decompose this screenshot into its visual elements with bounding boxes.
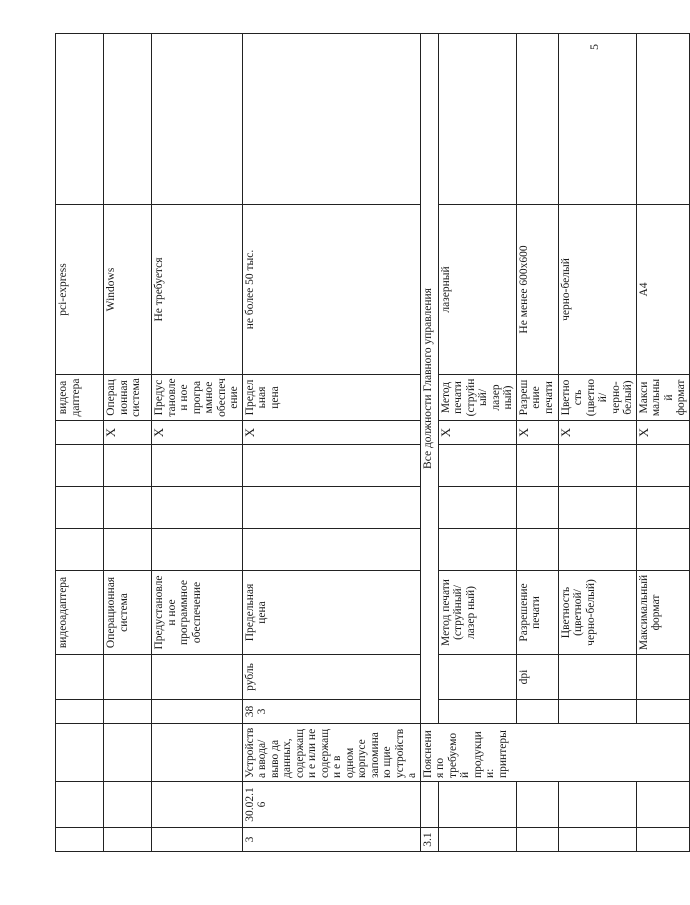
rotated-table-container: [55, 34, 687, 852]
cell-char-2: Метод печати (струйный/лазер ный): [438, 375, 516, 421]
cell-unit-code: 383: [242, 700, 420, 724]
cell-name: [56, 724, 104, 782]
cell-code: [56, 782, 104, 828]
cell-char-2: Операционная система: [104, 375, 152, 421]
cell-mark: X: [242, 421, 420, 445]
cell-char-2: Разрешение печати: [516, 375, 558, 421]
cell-name: Устройства ввода/выво да данных, содержащи е или не содержащи е в одном корпусе запоминаю щие устройства: [242, 724, 420, 782]
cell-empty: [56, 445, 104, 487]
cell-char: видеоадаптера: [56, 571, 104, 655]
table-row: [152, 34, 243, 852]
cell-value: Не требуется: [152, 205, 243, 375]
cell-num: 3.1: [420, 828, 438, 852]
cell-value: Windows: [104, 205, 152, 375]
cell-unit: dpi: [516, 655, 558, 700]
table-row: [420, 34, 438, 852]
table-row: [56, 34, 104, 852]
cell-name: Пояснения по требуемой продукции: принтеры: [420, 724, 689, 782]
cell-empty: [56, 487, 104, 529]
cell-char: Предустановлен ное программное обеспечение: [152, 571, 243, 655]
span-cell: Все должности Главного управления: [420, 34, 438, 724]
cell-mark: X: [558, 421, 636, 445]
cell-code: 30.02.16: [242, 782, 420, 828]
cell-empty: [56, 529, 104, 571]
cell-char-2: Максимальный формат: [636, 375, 689, 421]
cell-value: А4: [636, 205, 689, 375]
cell-value: pci-express: [56, 205, 104, 375]
cell-char: Цветность (цветной/черно-белый): [558, 571, 636, 655]
cell-value: не более 50 тыс.: [242, 205, 420, 375]
cell-char-2: Предельная цена: [242, 375, 420, 421]
cell-unit: рубль: [242, 655, 420, 700]
cell-unit-code: [56, 700, 104, 724]
cell-char-2: Предустановлен ное программное обеспечение: [152, 375, 243, 421]
cell-mark: X: [516, 421, 558, 445]
cell-char-2: видеоадаптера: [56, 375, 104, 421]
page-number: 5: [587, 44, 601, 50]
cell-char-2: Цветность (цветной/черно-белый): [558, 375, 636, 421]
cell-unit: [56, 655, 104, 700]
table-row: [104, 34, 152, 852]
cell-char: Разрешение печати: [516, 571, 558, 655]
cell-char: Операционная система: [104, 571, 152, 655]
cell-num: [56, 828, 104, 852]
cell-char: Метод печати (струйный/лазер ный): [438, 571, 516, 655]
cell-value: Не менее 600x600: [516, 205, 558, 375]
cell-mark: X: [438, 421, 516, 445]
table-row: [242, 34, 420, 852]
cell-mark: X: [636, 421, 689, 445]
cell-char: Максимальный формат: [636, 571, 689, 655]
cell-mark: X: [104, 421, 152, 445]
cell-char: Предельная цена: [242, 571, 420, 655]
cell-num: 3: [242, 828, 420, 852]
cell-mark: X: [152, 421, 243, 445]
requirements-table: [55, 33, 690, 852]
cell-value: черно-белый: [558, 205, 636, 375]
cell-mark: [56, 421, 104, 445]
cell-empty: [56, 34, 104, 205]
cell-value: лазерный: [438, 205, 516, 375]
